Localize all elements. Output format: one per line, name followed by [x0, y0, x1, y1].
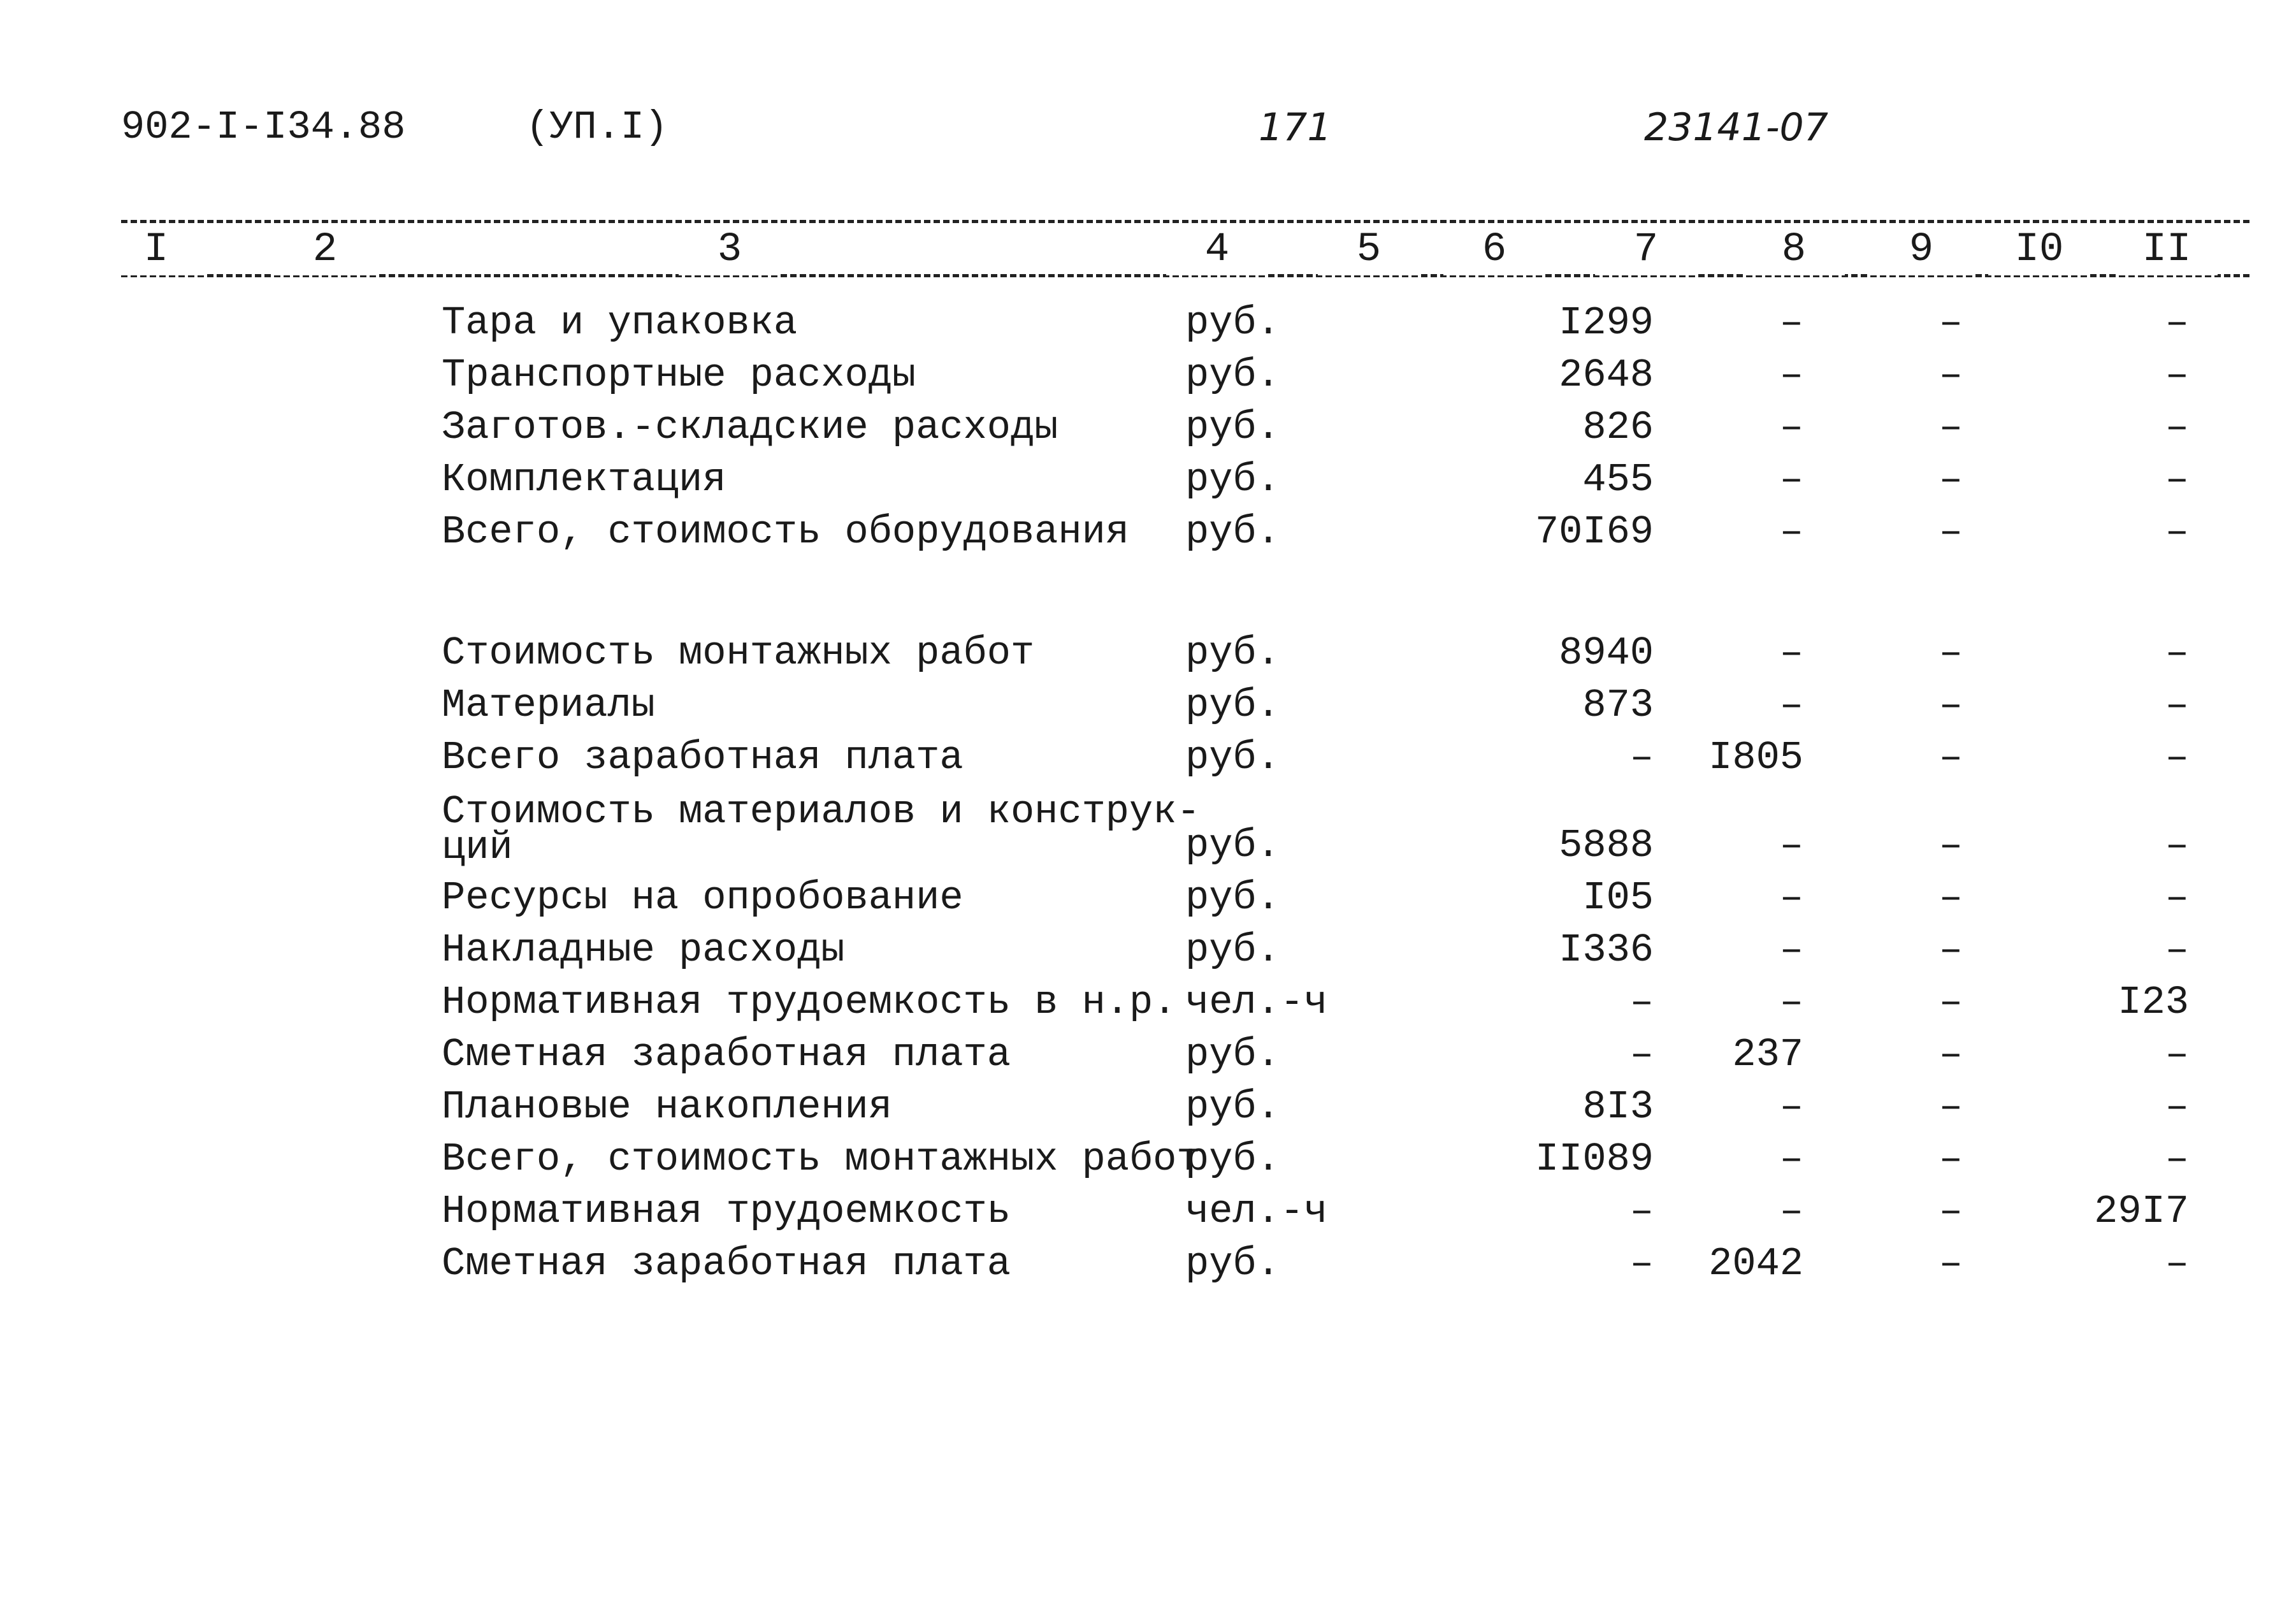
row-col9: – [1939, 457, 1963, 502]
inventory-number: 23141-07 [1644, 105, 1828, 150]
row-col11: – [2165, 1136, 2189, 1182]
row-unit: руб. [1185, 735, 1280, 780]
row-col9: – [1939, 823, 1963, 868]
row-unit: руб. [1185, 823, 1280, 868]
row-col8: – [1779, 300, 1803, 345]
row-col8: – [1779, 980, 1803, 1025]
row-col11: – [2165, 509, 2189, 555]
table-row [0, 976, 2296, 1029]
column-number-10: I0 [1988, 224, 2090, 275]
row-col8: I805 [1708, 735, 1803, 780]
column-number-9: 9 [1870, 224, 1972, 275]
row-col11: – [2165, 352, 2189, 398]
table-row [0, 349, 2296, 402]
table-row [0, 454, 2296, 506]
row-col9: – [1939, 630, 1963, 676]
row-name-line-2: ций [442, 825, 513, 870]
row-col8: – [1779, 875, 1803, 920]
column-number-2: 2 [274, 224, 376, 275]
row-col8: – [1779, 823, 1803, 868]
row-col9: – [1939, 1189, 1963, 1234]
row-col9: – [1939, 405, 1963, 450]
row-unit: руб. [1185, 630, 1280, 676]
row-name: Нормативная трудоемкость в н.р. [442, 980, 1177, 1025]
row-col8: – [1779, 457, 1803, 502]
row-col9: – [1939, 735, 1963, 780]
row-col9: – [1939, 875, 1963, 920]
column-number-4: 4 [1166, 224, 1268, 275]
row-name: Материалы [442, 683, 655, 728]
row-col7: 455 [1582, 457, 1654, 502]
row-unit: руб. [1185, 352, 1280, 398]
row-col7: I299 [1559, 300, 1654, 345]
table-row [0, 506, 2296, 558]
row-unit: руб. [1185, 1084, 1280, 1129]
row-name: Сметная заработная плата [442, 1032, 1011, 1077]
row-unit: руб. [1185, 927, 1280, 973]
row-name: Сметная заработная плата [442, 1241, 1011, 1286]
row-unit: руб. [1185, 457, 1280, 502]
row-col11: – [2165, 405, 2189, 450]
column-number-1: I [105, 224, 207, 275]
row-name: Заготов.-складские расходы [442, 405, 1058, 450]
row-name: Транспортные расходы [442, 352, 916, 398]
row-col9: – [1939, 980, 1963, 1025]
row-col7: 8940 [1559, 630, 1654, 676]
row-col8: – [1779, 630, 1803, 676]
table-row [0, 789, 2296, 872]
row-name-line-1: Стоимость материалов и конструк- [442, 789, 1201, 834]
row-col11: – [2165, 457, 2189, 502]
row-col11: – [2165, 1241, 2189, 1286]
row-name: Ресурсы на опробование [442, 875, 964, 920]
row-col11: – [2165, 300, 2189, 345]
table-row [0, 297, 2296, 349]
row-name: Всего заработная плата [442, 735, 964, 780]
row-col9: – [1939, 352, 1963, 398]
row-col8: – [1779, 927, 1803, 973]
table-row [0, 1133, 2296, 1186]
row-col11: – [2165, 875, 2189, 920]
row-col11: 29I7 [2094, 1189, 2189, 1234]
row-name: Всего, стоимость монтажных работ [442, 1136, 1201, 1182]
row-name: Комплектация [442, 457, 726, 502]
row-unit: руб. [1185, 300, 1280, 345]
row-col9: – [1939, 683, 1963, 728]
row-name: Нормативная трудоемкость [442, 1189, 1011, 1234]
row-unit: чел.-ч [1185, 980, 1328, 1025]
column-number-11: II [2116, 224, 2218, 275]
table-row [0, 924, 2296, 976]
column-number-7: 7 [1595, 224, 1697, 275]
row-col7: II089 [1534, 1136, 1654, 1182]
row-col11: I23 [2118, 980, 2189, 1025]
row-col9: – [1939, 927, 1963, 973]
column-number-5: 5 [1318, 224, 1420, 275]
row-col11: – [2165, 927, 2189, 973]
table-row [0, 732, 2296, 784]
row-name [442, 789, 1201, 870]
row-col8: – [1779, 405, 1803, 450]
table-row [0, 679, 2296, 732]
row-col8: 2042 [1708, 1241, 1803, 1286]
row-unit: руб. [1185, 1241, 1280, 1286]
row-name: Всего, стоимость оборудования [442, 509, 1129, 555]
row-unit: руб. [1185, 1032, 1280, 1077]
row-col7: – [1629, 735, 1654, 780]
row-unit: руб. [1185, 509, 1280, 555]
row-col8: – [1779, 509, 1803, 555]
row-col7: – [1629, 1189, 1654, 1234]
row-name: Накладные расходы [442, 927, 845, 973]
page-number: 171 [1259, 105, 1332, 150]
row-col8: 237 [1732, 1032, 1803, 1077]
row-col7: 70I69 [1534, 509, 1654, 555]
row-col9: – [1939, 1241, 1963, 1286]
row-col7: 873 [1582, 683, 1654, 728]
table-row [0, 627, 2296, 679]
row-col9: – [1939, 1136, 1963, 1182]
doc-code: 902-I-I34.88 [121, 105, 406, 150]
header-rule-top [121, 220, 2249, 223]
row-col9: – [1939, 1032, 1963, 1077]
table-row [0, 872, 2296, 924]
row-col7: – [1629, 980, 1654, 1025]
row-col11: – [2165, 1084, 2189, 1129]
volume-label: (УП.I) [526, 105, 668, 150]
row-col8: – [1779, 1084, 1803, 1129]
row-unit: руб. [1185, 875, 1280, 920]
row-col7: 2648 [1559, 352, 1654, 398]
row-col11: – [2165, 735, 2189, 780]
row-unit: руб. [1185, 683, 1280, 728]
row-col9: – [1939, 509, 1963, 555]
row-name: Тара и упаковка [442, 300, 798, 345]
row-col7: – [1629, 1241, 1654, 1286]
row-col8: – [1779, 1189, 1803, 1234]
row-unit: чел.-ч [1185, 1189, 1328, 1234]
row-col7: 5888 [1559, 823, 1654, 868]
row-col11: – [2165, 823, 2189, 868]
row-name: Стоимость монтажных работ [442, 630, 1035, 676]
column-number-6: 6 [1443, 224, 1545, 275]
row-col11: – [2165, 1032, 2189, 1077]
row-col7: – [1629, 1032, 1654, 1077]
row-col8: – [1779, 683, 1803, 728]
row-col11: – [2165, 683, 2189, 728]
row-col9: – [1939, 1084, 1963, 1129]
table-row [0, 1029, 2296, 1081]
table-row [0, 1186, 2296, 1238]
row-col7: I336 [1559, 927, 1654, 973]
row-col7: 8I3 [1582, 1084, 1654, 1129]
table-row [0, 402, 2296, 454]
table-row [0, 1238, 2296, 1290]
row-col7: I05 [1582, 875, 1654, 920]
row-col11: – [2165, 630, 2189, 676]
row-col9: – [1939, 300, 1963, 345]
row-unit: руб. [1185, 1136, 1280, 1182]
row-col7: 826 [1582, 405, 1654, 450]
row-col8: – [1779, 352, 1803, 398]
row-name: Плановые накопления [442, 1084, 892, 1129]
column-number-8: 8 [1743, 224, 1845, 275]
table-row [0, 1081, 2296, 1133]
column-number-3: 3 [679, 224, 781, 275]
row-col8: – [1779, 1136, 1803, 1182]
row-unit: руб. [1185, 405, 1280, 450]
